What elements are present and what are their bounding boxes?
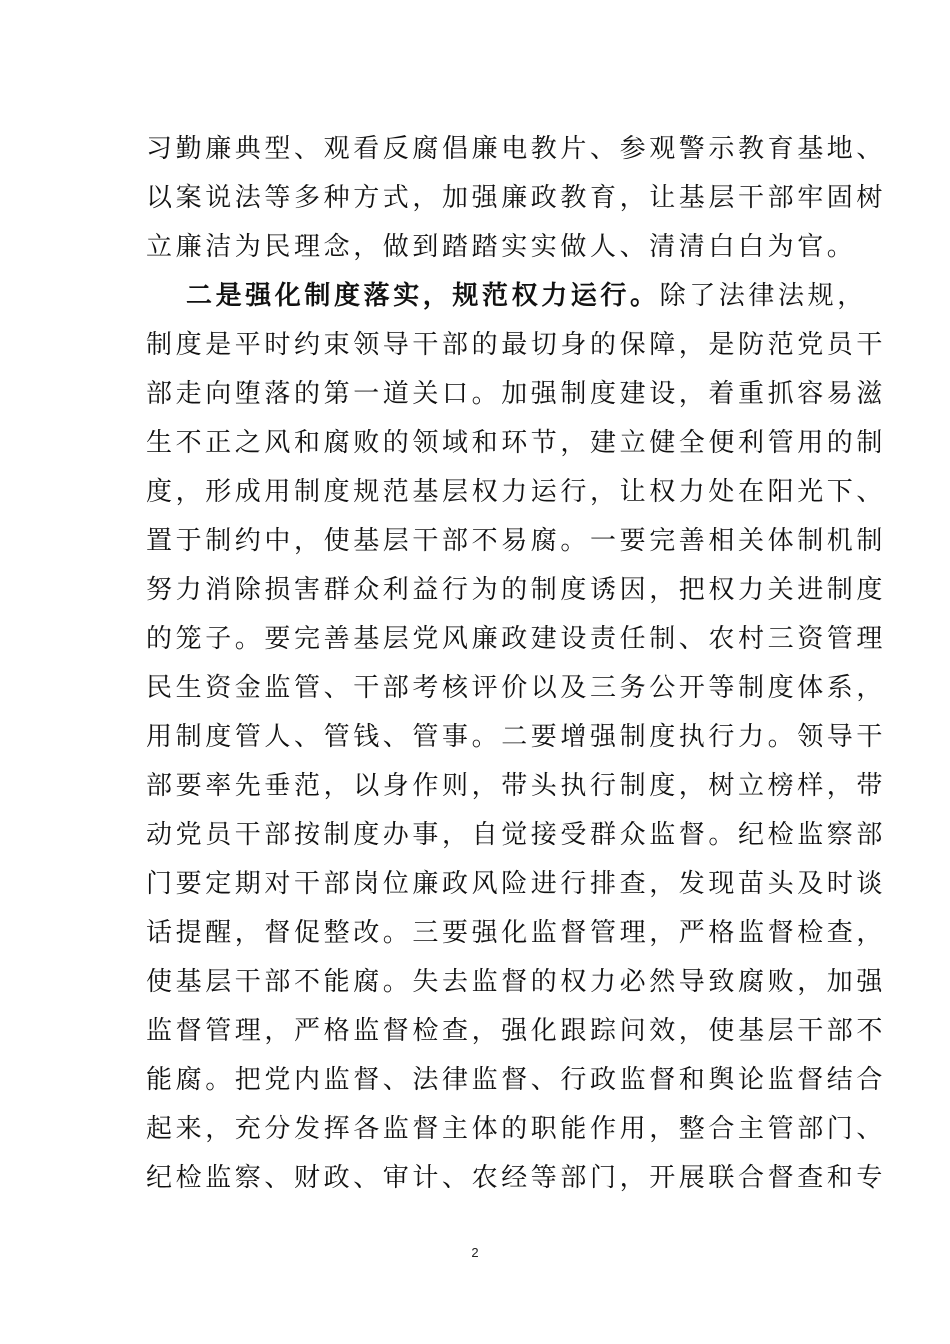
paragraph-heading: 二是强化制度落实，规范权力运行。 (186, 281, 660, 311)
text-line: 部要率先垂范，以身作则，带头执行制度，树立榜样，带 (146, 771, 887, 801)
text-line: 度，形成用制度规范基层权力运行，让权力处在阳光下、 (146, 477, 887, 507)
text-line: 门要定期对干部岗位廉政风险进行排查，发现苗头及时谈 (146, 869, 887, 899)
text-line: 生不正之风和腐败的领域和环节，建立健全便利管用的制 (146, 428, 887, 458)
text-line: 监督管理，严格监督检查，强化跟踪问效，使基层干部不 (146, 1016, 887, 1046)
text-line: 用制度管人、管钱、管事。二要增强制度执行力。领导干 (146, 722, 887, 752)
page-number: 2 (471, 1245, 479, 1260)
text-line: 置于制约中，使基层干部不易腐。一要完善相关体制机制 (146, 526, 887, 556)
text-line: 的笼子。要完善基层党风廉政建设责任制、农村三资管理 (146, 624, 887, 654)
text-line: 部走向堕落的第一道关口。加强制度建设，着重抓容易滋 (146, 379, 887, 409)
paragraph-first-line (146, 272, 867, 321)
text-line: 话提醒，督促整改。三要强化监督管理，严格监督检查， (146, 918, 887, 948)
text-line: 动党员干部按制度办事，自觉接受群众监督。纪检监察部 (146, 820, 887, 850)
text-line: 立廉洁为民理念，做到踏踏实实做人、清清白白为官。 (146, 232, 857, 262)
text-line: 以案说法等多种方式，加强廉政教育，让基层干部牢固树 (146, 183, 887, 213)
text-line: 努力消除损害群众利益行为的制度诱因，把权力关进制度 (146, 575, 887, 605)
text-line: 能腐。把党内监督、法律监督、行政监督和舆论监督结合 (146, 1065, 887, 1095)
text-line: 纪检监察、财政、审计、农经等部门，开展联合督查和专 (146, 1163, 887, 1193)
body-text (146, 125, 887, 1203)
text-line: 起来，充分发挥各监督主体的职能作用，整合主管部门、 (146, 1114, 887, 1144)
text-line: 民生资金监管、干部考核评价以及三务公开等制度体系， (146, 673, 887, 703)
paragraph-text: 除了法律法规， (659, 281, 867, 311)
text-line: 使基层干部不能腐。失去监督的权力必然导致腐败，加强 (146, 967, 887, 997)
text-line: 习勤廉典型、观看反腐倡廉电教片、参观警示教育基地、 (146, 134, 887, 164)
text-line: 制度是平时约束领导干部的最切身的保障，是防范党员干 (146, 330, 887, 360)
